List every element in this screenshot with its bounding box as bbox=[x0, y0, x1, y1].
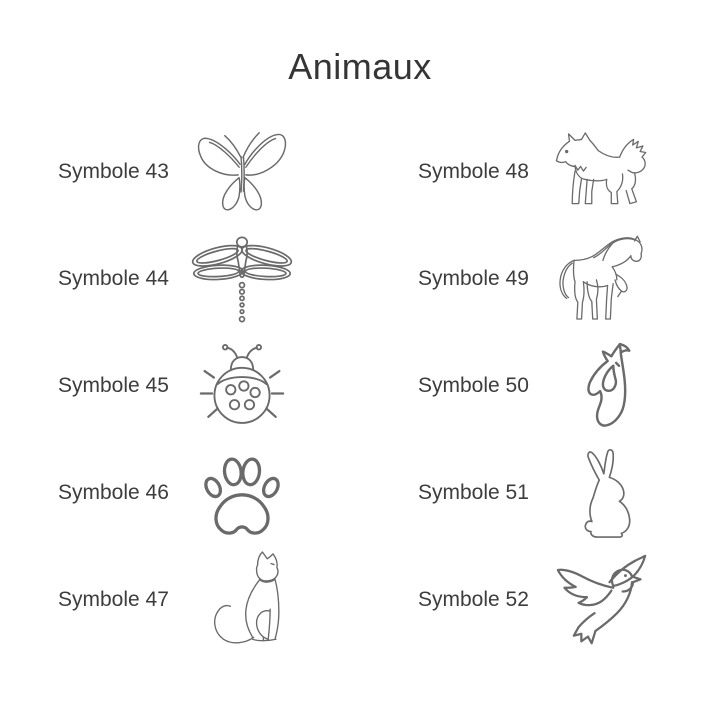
symbol-item-44 bbox=[0, 225, 360, 332]
symbol-label: Symbole 44 bbox=[58, 266, 169, 290]
symbol-item-49 bbox=[360, 225, 720, 332]
rabbit-icon bbox=[546, 448, 658, 538]
symbol-label: Symbole 43 bbox=[58, 159, 169, 183]
paw-print-icon bbox=[186, 449, 298, 537]
symbol-label: Symbole 47 bbox=[58, 587, 169, 611]
symbol-item-46 bbox=[0, 439, 360, 546]
symbol-item-48 bbox=[360, 118, 720, 225]
symbol-item-43 bbox=[0, 118, 360, 225]
symbol-label: Symbole 49 bbox=[418, 266, 529, 290]
page-title: Animaux bbox=[288, 46, 432, 87]
symbol-item-52 bbox=[360, 546, 720, 653]
ladybug-icon bbox=[186, 343, 298, 429]
butterfly-icon bbox=[186, 128, 298, 216]
symbol-label: Symbole 51 bbox=[418, 480, 529, 504]
symbol-label: Symbole 48 bbox=[418, 159, 529, 183]
symbol-item-50 bbox=[360, 332, 720, 439]
symbol-label: Symbole 50 bbox=[418, 373, 529, 397]
symbol-label: Symbole 45 bbox=[58, 373, 169, 397]
symbol-label: Symbole 52 bbox=[418, 587, 529, 611]
dog-icon bbox=[546, 132, 658, 212]
cat-icon bbox=[186, 551, 298, 648]
dragonfly-icon bbox=[186, 233, 298, 324]
symbol-item-45 bbox=[0, 332, 360, 439]
symbol-item-47 bbox=[0, 546, 360, 653]
symbol-label: Symbole 46 bbox=[58, 480, 169, 504]
symbol-grid bbox=[0, 118, 720, 653]
dove-icon bbox=[546, 554, 658, 646]
horse-icon bbox=[546, 233, 658, 325]
horse-head-icon bbox=[546, 340, 658, 431]
symbol-item-51 bbox=[360, 439, 720, 546]
